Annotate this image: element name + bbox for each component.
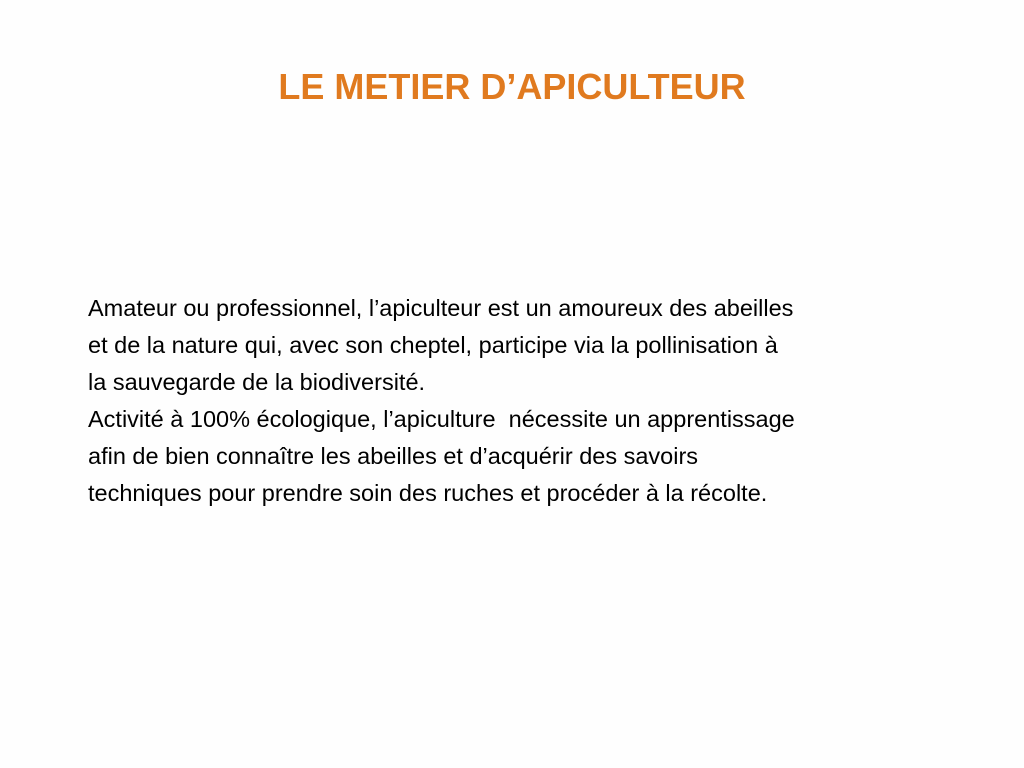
slide-title: LE METIER D’APICULTEUR [278,66,746,107]
slide-body-text [88,290,968,512]
body-line: la sauvegarde de la biodiversité. [88,369,426,395]
body-line: et de la nature qui, avec son cheptel, participe via la pollinisation à [88,332,778,358]
body-line: Activité à 100% écologique, l’apiculture nécessite un apprentissage [88,406,795,432]
body-line: afin de bien connaître les abeilles et d’acquérir des savoirs [88,443,699,469]
body-line: techniques pour prendre soin des ruches et procéder à la récolte. [88,480,768,506]
body-line: Amateur ou professionnel, l’apiculteur est un amoureux des abeilles [88,295,794,321]
